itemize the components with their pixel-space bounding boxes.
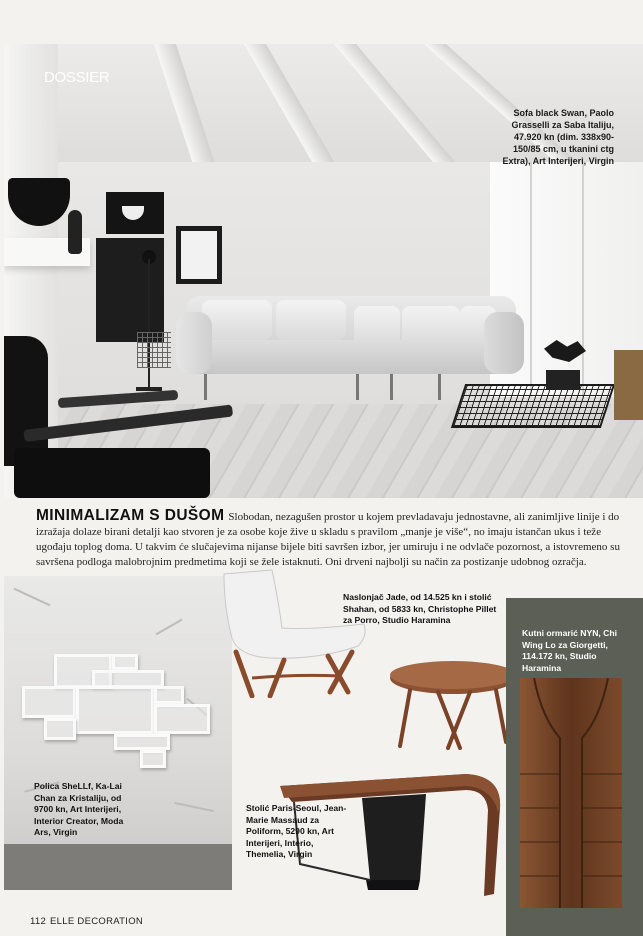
shelf-product-photo	[4, 576, 232, 890]
shelf-module	[44, 718, 76, 740]
shelf-module	[154, 686, 184, 704]
jade-caption: Naslonjač Jade, od 14.525 kn i stolić Shahan, od 5833 kn, Christophe Pillet za Porro, Studio Haramina	[343, 592, 497, 626]
polica-caption: Polica SheLLf, Ka-Lai Chan za Kristaliju, od 9700 kn, Art Interijeri, Interior Creator, Moda Ars, Virgin	[34, 781, 124, 838]
sofa-cushion	[276, 300, 346, 340]
article-title: MINIMALIZAM S DUŠOM	[36, 507, 225, 524]
page-footer	[30, 916, 143, 927]
wire-basket	[137, 332, 171, 368]
armchair-seat	[14, 448, 210, 498]
black-vase	[68, 210, 82, 254]
wood-side-cabinet	[614, 350, 643, 420]
shelf-module	[22, 686, 76, 718]
article-body: Slobodan, nezagušen prostor u kojem prevladavaju jednostavne, ali zanimljive linije i do izražaja dolaze birani detalji kao stvoren je za osobe koje žive u skladu s pravilom „manje je više“, no imaju istančan ukus i teže ugođaju toplog doma. U takvim će slučajevima nijanse bijele biti savršen izbor, jer umiruju i ne odvlače pozornost, a istovremeno su savršena podloga malobrojnim predmetima koji se žele istaknuti. Oni drveni najbolji su način za postizanje udobnog ozračja.	[36, 511, 620, 568]
paris-seoul-caption: Stolić Paris-Seoul, Jean-Marie Massaud za Poliform, 5290 kn, Art Interijeri, Interio, Themelia, Virgin	[246, 803, 347, 860]
sofa-arm-left	[176, 312, 212, 374]
sofa-arm-right	[484, 312, 524, 374]
shelf-module	[76, 686, 154, 734]
section-label: DOSSIER	[44, 69, 110, 86]
sofa-leg	[438, 374, 441, 400]
wire-coffee-table	[451, 384, 615, 428]
shahan-side-table	[388, 660, 518, 750]
jade-armchair	[218, 568, 370, 698]
sculpture-base	[546, 370, 580, 390]
sofa-leg	[356, 374, 359, 400]
sofa-leg	[204, 374, 207, 400]
page-number: 112	[30, 916, 47, 927]
framed-art-small	[176, 226, 222, 284]
sofa-caption: Sofa black Swan, Paolo Grasselli za Saba Italiju, 47.920 kn (dim. 338x90-150/85 cm, u tkanini ctg Extra), Art Interijeri, Virgin	[502, 108, 614, 166]
article-intro	[36, 508, 624, 570]
floor	[4, 844, 232, 890]
nyn-caption: Kutni ormarić NYN, Chi Wing Lo za Giorgetti, 114.172 kn, Studio Haramina	[522, 628, 618, 673]
sofa-cushion	[202, 300, 272, 340]
shelf-module	[112, 654, 138, 670]
floor-lamp-pole	[148, 259, 150, 391]
sofa-seat	[180, 340, 520, 374]
armchair-back	[4, 336, 48, 466]
sofa-leg	[390, 374, 393, 400]
magazine-name: ELLE DECORATION	[50, 916, 144, 927]
nyn-cabinet	[520, 678, 622, 908]
shelf-module	[140, 750, 166, 768]
shelf-module	[114, 734, 170, 750]
shelf-module	[154, 704, 210, 734]
framed-art-cup	[106, 192, 164, 234]
